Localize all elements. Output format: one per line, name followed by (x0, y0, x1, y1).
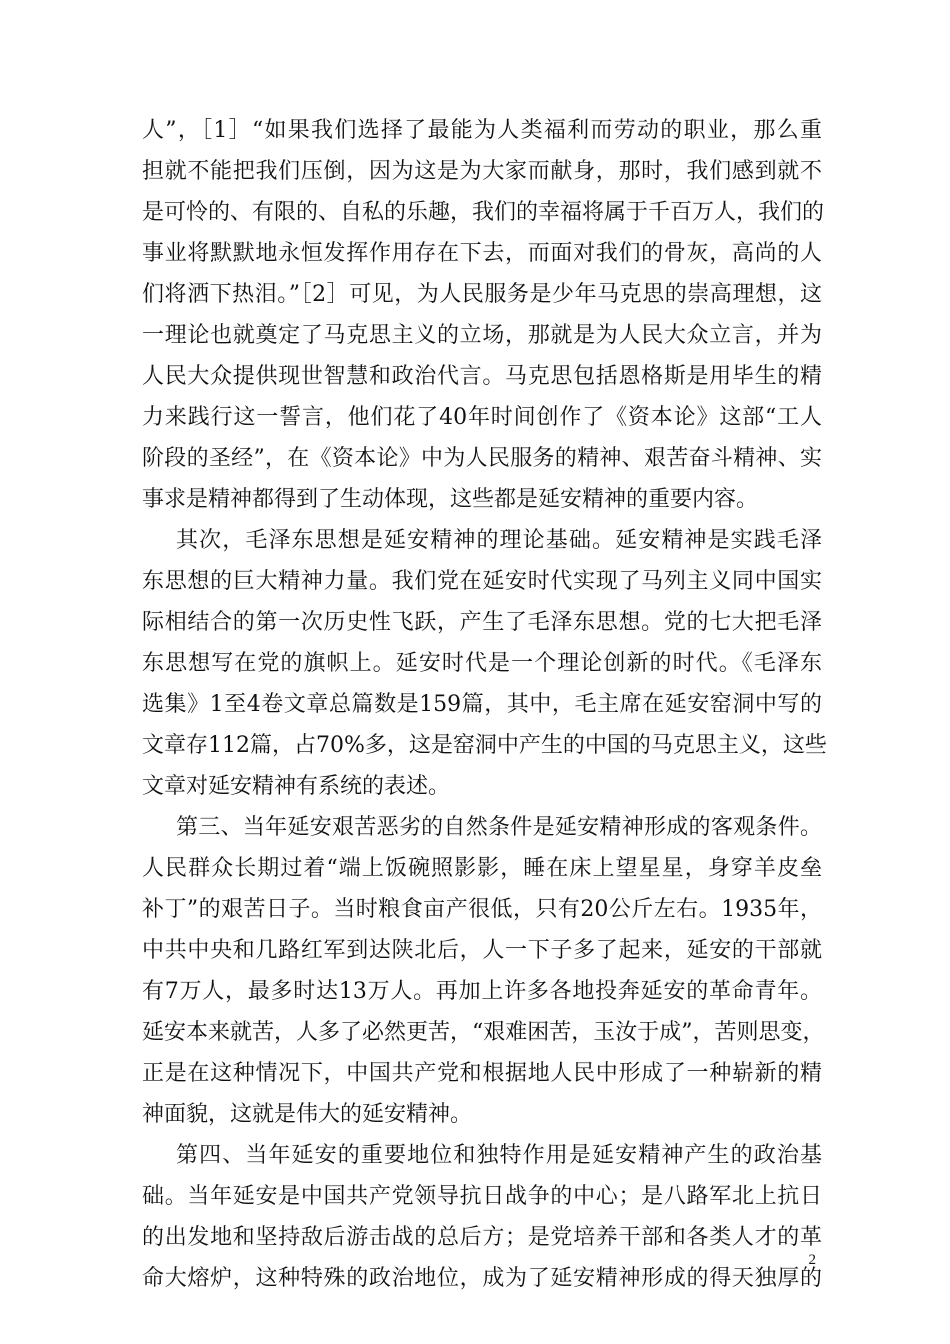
text-line: 担就不能把我们压倒，因为这是为大家而献身，那时，我们感到就不 (142, 159, 822, 184)
text-line: 命大熔炉，这种特殊的政治地位，成为了延安精神形成的得天独厚的 (142, 1266, 822, 1291)
text-line: 补丁”的艰苦日子。当时粮食亩产很低，只有20公斤左右。1935年， (142, 897, 822, 922)
paragraph-first-line: 其次，毛泽东思想是延安精神的理论基础。延安精神是实践毛泽 (176, 528, 822, 553)
text-line: 东思想的巨大精神力量。我们党在延安时代实现了马列主义同中国实 (142, 569, 822, 594)
text-line: 的出发地和坚持敌后游击战的总后方；是党培养干部和各类人才的革 (142, 1225, 822, 1250)
paragraph-first-line: 第三、当年延安艰苦恶劣的自然条件是延安精神形成的客观条件。 (176, 815, 822, 840)
text-line: 一理论也就奠定了马克思主义的立场，那就是为人民大众立言，并为 (142, 323, 822, 348)
text-line: 人民群众长期过着“端上饭碗照影影，睡在床上望星星，身穿羊皮垒 (142, 856, 822, 881)
text-line: 正是在这种情况下，中国共产党和根据地人民中形成了一种崭新的精 (142, 1061, 822, 1086)
text-line: 力来践行这一誓言，他们花了40年时间创作了《资本论》这部“工人 (142, 405, 822, 430)
text-line: 人”，［1］“如果我们选择了最能为人类福利而劳动的职业，那么重 (142, 118, 822, 143)
text-line: 础。当年延安是中国共产党领导抗日战争的中心；是八路军北上抗日 (142, 1184, 822, 1209)
text-line: 东思想写在党的旗帜上。延安时代是一个理论创新的时代。《毛泽东 (142, 651, 822, 676)
paragraph-first-line: 第四、当年延安的重要地位和独特作用是延安精神产生的政治基 (176, 1143, 822, 1168)
text-line: 中共中央和几路红军到达陕北后，人一下子多了起来，延安的干部就 (142, 938, 822, 963)
text-line: 事业将默默地永恒发挥作用存在下去，而面对我们的骨灰，高尚的人 (142, 241, 822, 266)
text-line: 人民大众提供现世智慧和政治代言。马克思包括恩格斯是用毕生的精 (142, 364, 822, 389)
text-line: 神面貌，这就是伟大的延安精神。 (142, 1102, 473, 1127)
text-line: 阶段的圣经”，在《资本论》中为人民服务的精神、艰苦奋斗精神、实 (142, 446, 822, 471)
text-line: 文章对延安精神有系统的表述。 (142, 774, 451, 799)
text-line: 们将洒下热泪。”［2］可见，为人民服务是少年马克思的崇高理想，这 (142, 282, 822, 307)
text-line: 有7万人，最多时达13万人。再加上许多各地投奔延安的革命青年。 (142, 979, 822, 1004)
page-number: 2 (808, 1252, 816, 1268)
text-line: 是可怜的、有限的、自私的乐趣，我们的幸福将属于千百万人，我们的 (142, 200, 825, 225)
text-line: 选集》1至4卷文章总篇数是159篇，其中，毛主席在延安窑洞中写的 (142, 692, 822, 717)
text-line: 文章存112篇，占70%多，这是窑洞中产生的中国的马克思主义，这些 (142, 733, 827, 758)
text-line: 际相结合的第一次历史性飞跃，产生了毛泽东思想。党的七大把毛泽 (142, 610, 822, 635)
text-line: 事求是精神都得到了生动体现，这些都是延安精神的重要内容。 (142, 487, 759, 512)
text-line: 延安本来就苦，人多了必然更苦，“艰难困苦，玉汝于成”，苦则思变， (142, 1020, 825, 1045)
